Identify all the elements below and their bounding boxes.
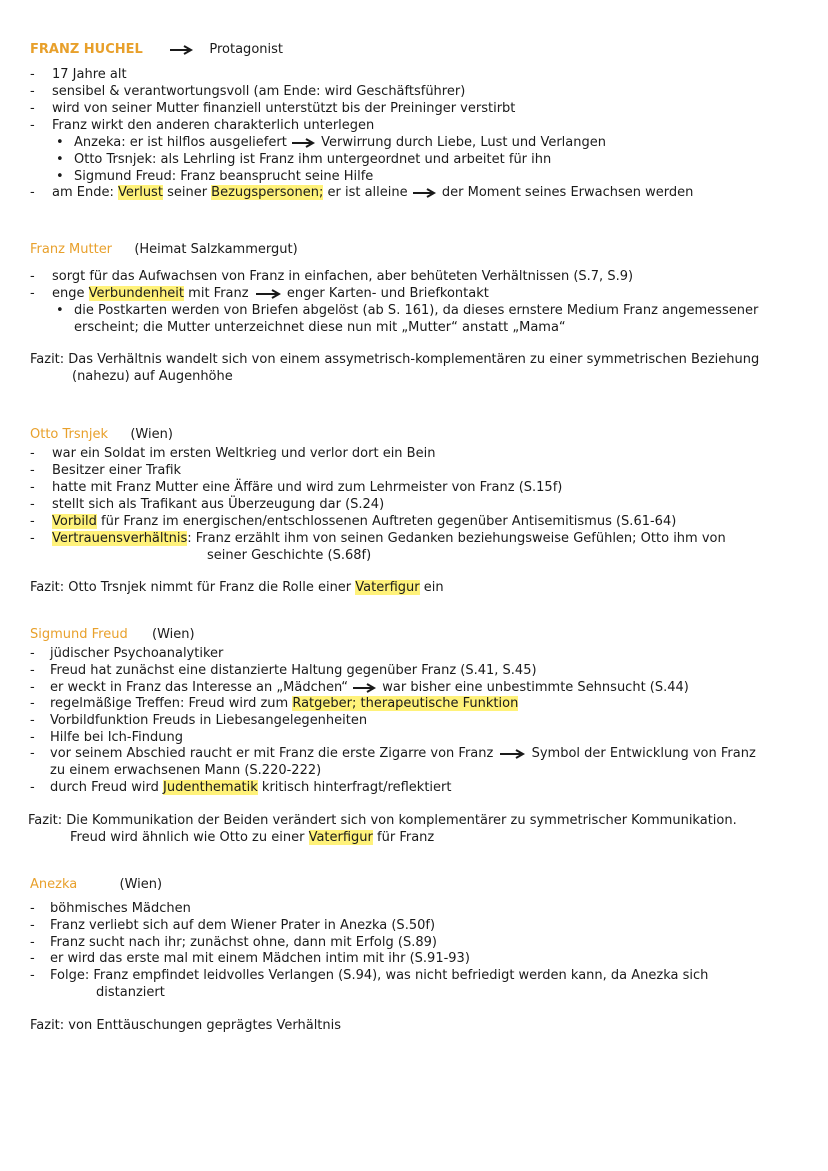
- arrow-right-icon: [352, 683, 378, 693]
- list-item: - sensibel & verantwortungsvoll (am Ende: wird Geschäftsführer): [30, 84, 466, 99]
- list-item: - hatte mit Franz Mutter eine Äffäre und wird zum Lehrmeister von Franz (S.15f): [30, 480, 563, 495]
- list-item: - Vertrauensverhältnis: Franz erzählt ihm von seinen Gedanken beziehungsweise Gefühlen; Otto ihm von: [30, 531, 726, 546]
- list-item: - Hilfe bei Ich-Findung: [30, 730, 183, 745]
- heading-sigmund-freud: Sigmund Freud: [30, 627, 128, 642]
- highlight: Judenthematik: [163, 780, 258, 795]
- sub-list-item-continuation: erscheint; die Mutter unterzeichnet diese nun mit „Mutter“ anstatt „Mama“: [74, 320, 566, 335]
- list-item-continuation: distanziert: [96, 985, 165, 1000]
- place-label: (Heimat Salzkammergut): [134, 242, 298, 257]
- arrow-right-icon: [169, 45, 195, 55]
- fazit-continuation: Freud wird ähnlich wie Otto zu einer Vaterfigur für Franz: [70, 830, 435, 845]
- list-item: - Vorbildfunktion Freuds in Liebesangelegenheiten: [30, 713, 368, 728]
- list-item: - durch Freud wird Judenthematik kritisch hinterfragt/reflektiert: [30, 780, 452, 795]
- sub-list-item: • Anzeka: er ist hilflos ausgeliefert Verwirrung durch Liebe, Lust und Verlangen: [56, 135, 606, 150]
- highlight: Bezugspersonen;: [211, 185, 324, 200]
- highlight: Vaterfigur: [355, 580, 420, 595]
- list-item: - Freud hat zunächst eine distanzierte Haltung gegenüber Franz (S.41, S.45): [30, 663, 537, 678]
- section-heading-anezka: [30, 876, 162, 893]
- list-item: - enge Verbundenheit mit Franz enger Karten- und Briefkontakt: [30, 286, 489, 301]
- list-item: - Besitzer einer Trafik: [30, 463, 182, 478]
- list-item: - er wird das erste mal mit einem Mädchen intim mit ihr (S.91-93): [30, 951, 470, 966]
- arrow-right-icon: [291, 138, 317, 148]
- list-item-continuation: zu einem erwachsenen Mann (S.220-222): [50, 763, 322, 778]
- place-label: (Wien): [130, 427, 173, 442]
- list-item: - Franz sucht nach ihr; zunächst ohne, dann mit Erfolg (S.89): [30, 935, 437, 950]
- section-heading-franz: [30, 41, 283, 58]
- fazit-continuation: (nahezu) auf Augenhöhe: [72, 369, 233, 384]
- list-item: - Vorbild für Franz im energischen/entschlossenen Auftreten gegenüber Antisemitismus (S.61-64): [30, 514, 677, 529]
- highlight: Verbundenheit: [88, 286, 185, 301]
- arrow-right-icon: [253, 289, 283, 299]
- list-item: - 17 Jahre alt: [30, 67, 127, 82]
- list-item: - am Ende: Verlust seiner Bezugspersonen; er ist alleine der Moment seines Erwachsen werden: [30, 185, 694, 200]
- place-label: (Wien): [119, 877, 163, 892]
- place-label: (Wien): [152, 627, 195, 642]
- list-item: - sorgt für das Aufwachsen von Franz in einfachen, aber behüteten Verhältnissen (S.7, S.9): [30, 269, 634, 284]
- sub-list-item: • die Postkarten werden von Briefen abgelöst (ab S. 161), da dieses ernstere Medium Franz angemessener: [56, 303, 759, 318]
- list-item: - Franz verliebt sich auf dem Wiener Prater in Anezka (S.50f): [30, 918, 436, 933]
- section-heading-freud: [30, 626, 195, 643]
- fazit: Fazit: von Enttäuschungen geprägtes Verhältnis: [30, 1018, 342, 1033]
- arrow-right-icon: [497, 749, 527, 759]
- heading-otto-trsnjek: Otto Trsnjek: [30, 427, 109, 442]
- heading-franz-huchel: FRANZ HUCHEL: [30, 42, 143, 57]
- highlight: Verlust: [117, 185, 163, 200]
- fazit: Fazit: Das Verhältnis wandelt sich von einem assymetrisch-komplementären zu einer symmetrischen Beziehung: [30, 352, 760, 367]
- list-item: - vor seinem Abschied raucht er mit Franz die erste Zigarre von Franz Symbol der Entwicklung von Franz: [30, 746, 756, 761]
- list-item: - er weckt in Franz das Interesse an „Mädchen“ war bisher eine unbestimmte Sehnsucht (S.44): [30, 680, 689, 695]
- section-heading-mutter: [30, 241, 298, 258]
- list-item: - war ein Soldat im ersten Weltkrieg und verlor dort ein Bein: [30, 446, 436, 461]
- fazit: Fazit: Die Kommunikation der Beiden verändert sich von komplementärer zu symmetrischer Kommunikation.: [28, 813, 737, 828]
- list-item: - regelmäßige Treffen: Freud wird zum Ratgeber; therapeutische Funktion: [30, 696, 519, 711]
- highlight: Vorbild: [52, 514, 97, 529]
- list-item: - böhmisches Mädchen: [30, 901, 191, 916]
- highlight: Vertrauensverhältnis: [52, 531, 188, 546]
- role-label: Protagonist: [209, 42, 283, 57]
- list-item: - jüdischer Psychoanalytiker: [30, 646, 224, 661]
- heading-anezka: Anezka: [30, 877, 78, 892]
- list-item: - stellt sich als Trafikant aus Überzeugung dar (S.24): [30, 497, 385, 512]
- sub-list-item: • Otto Trsnjek: als Lehrling ist Franz ihm untergeordnet und arbeitet für ihn: [56, 152, 552, 167]
- sub-list-item: • Sigmund Freud: Franz beansprucht seine Hilfe: [56, 169, 374, 184]
- arrow-right-icon: [412, 188, 438, 198]
- section-heading-otto: [30, 426, 173, 443]
- highlight: Vaterfigur: [308, 830, 373, 845]
- list-item-continuation: seiner Geschichte (S.68f): [207, 548, 372, 563]
- fazit: Fazit: Otto Trsnjek nimmt für Franz die Rolle einer Vaterfigur ein: [30, 580, 444, 595]
- list-item: - Franz wirkt den anderen charakterlich unterlegen: [30, 118, 375, 133]
- list-item: - Folge: Franz empfindet leidvolles Verlangen (S.94), was nicht befriedigt werden kann, da Anezka sich: [30, 968, 709, 983]
- heading-franz-mutter: Franz Mutter: [30, 242, 113, 257]
- highlight: Ratgeber; therapeutische Funktion: [292, 696, 519, 711]
- list-item: - wird von seiner Mutter finanziell unterstützt bis der Preininger verstirbt: [30, 101, 516, 116]
